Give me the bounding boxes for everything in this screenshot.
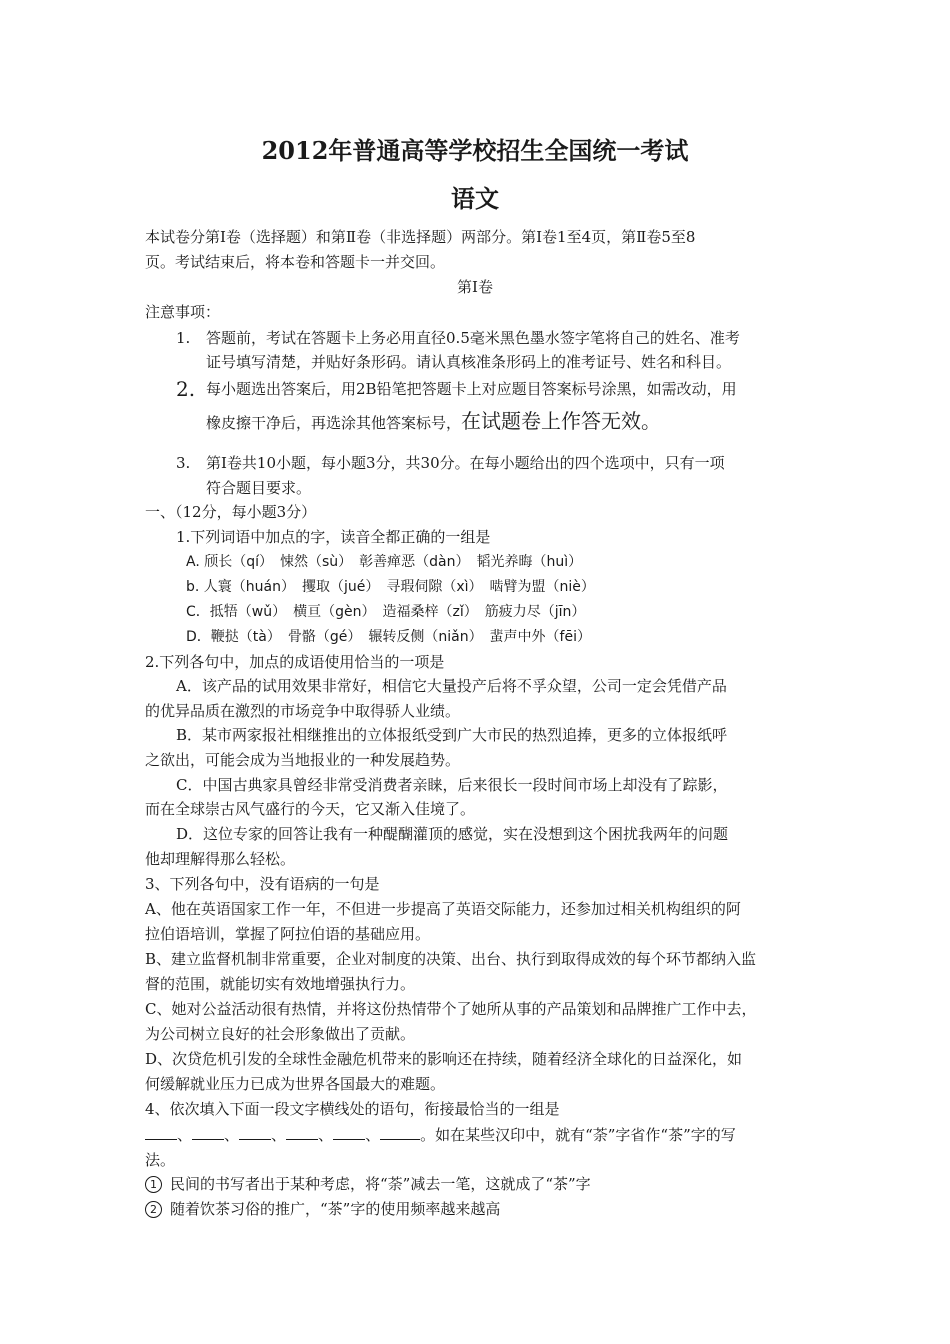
q1-option-b: b. 人寰（huán） 攫取（jué） 寻瑕伺隙（xì） 啮臂为盟（niè） [186, 579, 595, 595]
q4-option-1 [145, 1174, 591, 1194]
q4-stem: 4、依次填入下面一段文字横线处的语句，衔接最恰当的一组是 [145, 1100, 560, 1118]
q3-option-c-line-2: 为公司树立良好的社会形象做出了贡献。 [145, 1025, 416, 1043]
note-3-line-1: 第Ⅰ卷共10小题，每小题3分，共30分。在每小题给出的四个选项中，只有一项 [206, 454, 725, 472]
q3-option-a-line-1: A、他在英语国家工作一年，不但进一步提高了英语交际能力，还参加过相关机构组织的阿 [145, 900, 741, 918]
q3-option-b-line-1: B、建立监督机制非常重要，企业对制度的决策、出台、执行到取得成效的每个环节都纳入监 [145, 950, 757, 968]
q3-option-b-line-2: 督的范围，就能切实有效地增强执行力。 [145, 975, 416, 993]
q4-sentence-tail: 。如在某些汉印中，就有“荼”字省作“茶”字的写 [420, 1126, 736, 1144]
q4-fill-line [145, 1125, 736, 1145]
q3-option-d-line-1: D、次贷危机引发的全球性金融危机带来的影响还在持续，随着经济全球化的日益深化，如 [145, 1050, 743, 1068]
note-2-line-2-normal: 橡皮擦干净后，再选涂其他答案标号， [206, 414, 462, 432]
q1-stem: 1.下列词语中加点的字，读音全都正确的一组是 [176, 528, 491, 546]
q4-blank-3 [239, 1125, 271, 1140]
q4-blank-6 [380, 1125, 420, 1140]
q4-option-1-text: 民间的书写者出于某种考虑，将“荼”减去一笔，这就成了“茶”字 [170, 1175, 591, 1193]
intro-line-1: 本试卷分第Ⅰ卷（选择题）和第Ⅱ卷（非选择题）两部分。第Ⅰ卷1至4页，第Ⅱ卷5至8 [145, 228, 696, 246]
note-1-line-2: 证号填写清楚，并贴好条形码。请认真核准条形码上的准考证号、姓名和科目。 [206, 353, 732, 371]
notes-heading: 注意事项： [145, 303, 221, 321]
q4-blank-2 [192, 1125, 224, 1140]
q4-separator-1: 、 [177, 1126, 193, 1144]
q3-option-c-line-1: C、她对公益活动很有热情，并将这份热情带个了她所从事的产品策划和品牌推广工作中去， [145, 1000, 757, 1018]
q2-stem: 2.下列各句中，加点的成语使用恰当的一项是 [145, 653, 445, 671]
q4-option-2-text: 随着饮茶习俗的推广，“茶”字的使用频率越来越高 [170, 1200, 501, 1218]
intro-line-2: 页。考试结束后，将本卷和答题卡一并交回。 [145, 253, 446, 271]
q1-option-a: A. 颀长（qí） 悚然（sù） 彰善瘅恶（dàn） 韬光养晦（huì） [186, 554, 583, 570]
q4-line-2: 法。 [145, 1151, 176, 1169]
q1-option-d: D．鞭挞（tà） 骨骼（gé） 辗转反侧（niǎn） 蜚声中外（fēi） [186, 629, 591, 645]
volume-label: 第Ⅰ卷 [457, 278, 493, 296]
note-3-number: 3. [176, 454, 191, 472]
q4-separator-5: 、 [365, 1126, 381, 1144]
q2-option-d-line-2: 他却理解得那么轻松。 [145, 850, 296, 868]
q4-option-2 [145, 1199, 500, 1219]
q2-option-c-line-2: 而在全球崇古风气盛行的今天，它又渐入佳境了。 [145, 800, 476, 818]
exam-subject: 语文 [451, 184, 499, 213]
q4-blank-1 [145, 1125, 177, 1140]
q4-separator-3: 、 [271, 1126, 287, 1144]
q2-option-a-line-2: 的优异品质在激烈的市场竞争中取得骄人业绩。 [145, 702, 461, 720]
q4-option-2-mark: 2 [145, 1201, 162, 1218]
note-2-number: 2. [176, 377, 196, 401]
note-2-line-1: 每小题选出答案后，用2B铅笔把答题卡上对应题目答案标号涂黑，如需改动，用 [206, 380, 737, 398]
q4-separator-4: 、 [318, 1126, 334, 1144]
q4-blank-4 [286, 1125, 318, 1140]
note-2-invalid-warning: 在试题卷上作答无效。 [461, 409, 662, 433]
q2-option-b-line-2: 之欲出，可能会成为当地报业的一种发展趋势。 [145, 751, 461, 769]
q2-option-b-line-1: B．某市两家报社相继推出的立体报纸受到广大市民的热烈追捧，更多的立体报纸呼 [176, 726, 728, 744]
exam-title: 2012年普通高等学校招生全国统一考试 [261, 136, 689, 165]
q2-option-c-line-1: C．中国古典家具曾经非常受消费者亲睐，后来很长一段时间市场上却没有了踪影， [176, 776, 728, 794]
section-1-heading: 一、（12分，每小题3分） [145, 503, 317, 521]
note-3-line-2: 符合题目要求。 [206, 479, 312, 497]
note-1-line-1: 答题前，考试在答题卡上务必用直径0.5毫米黑色墨水签字笔将自己的姓名、准考 [206, 329, 740, 347]
q1-option-c: C．抵牾（wǔ） 横亘（gèn） 造福桑梓（zǐ） 筋疲力尽（jīn） [186, 604, 586, 620]
q3-option-a-line-2: 拉伯语培训，掌握了阿拉伯语的基础应用。 [145, 925, 431, 943]
note-2-line-2 [206, 411, 661, 433]
q4-blank-5 [333, 1125, 365, 1140]
note-1-number: 1. [176, 329, 191, 347]
q2-option-d-line-1: D．这位专家的回答让我有一种醍醐灌顶的感觉，实在没想到这个困扰我两年的问题 [176, 825, 729, 843]
q3-option-d-line-2: 何缓解就业压力已成为世界各国最大的难题。 [145, 1075, 446, 1093]
q2-option-a-line-1: A．该产品的试用效果非常好，相信它大量投产后将不孚众望，公司一定会凭借产品 [176, 677, 727, 695]
q4-separator-2: 、 [224, 1126, 240, 1144]
q4-option-1-mark: 1 [145, 1176, 162, 1193]
q3-stem: 3、下列各句中，没有语病的一句是 [145, 875, 380, 893]
